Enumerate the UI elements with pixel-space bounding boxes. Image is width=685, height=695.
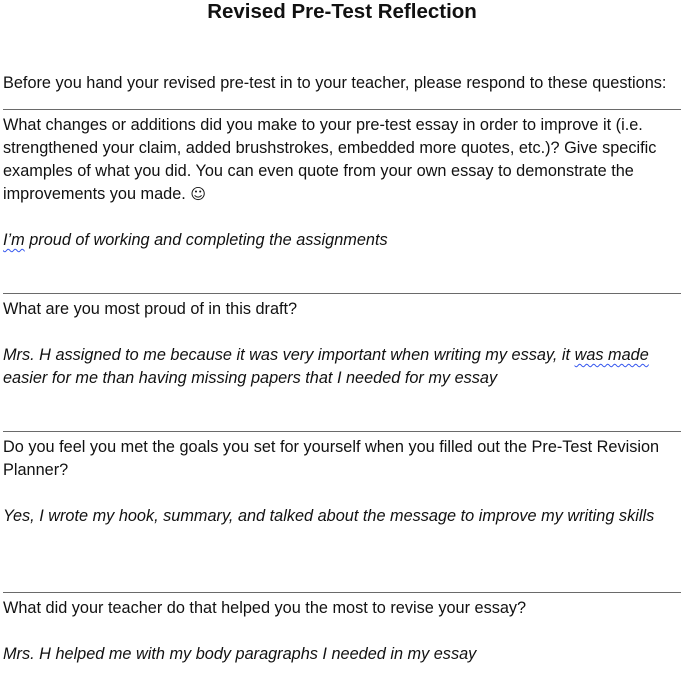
spellcheck-flag-1: I’m — [3, 231, 25, 249]
answer-3[interactable]: Yes, I wrote my hook, summary, and talked about the message to improve my writing skills — [3, 507, 655, 525]
question-4: What did your teacher do that helped you the most to revise your essay? — [3, 599, 527, 617]
intro-text: Before you hand your revised pre-test in to your teacher, please respond to these questions: — [3, 74, 667, 92]
question-2: What are you most proud of in this draft? — [3, 300, 298, 318]
answer-2[interactable] — [3, 344, 681, 390]
reflection-section-4 — [3, 592, 681, 666]
reflection-section-2 — [3, 293, 681, 431]
smiley-icon: ☺ — [190, 185, 206, 203]
reflection-section-1 — [3, 109, 681, 293]
question-3: Do you feel you met the goals you set for yourself when you filled out the Pre-Test Revision Planner? — [3, 438, 660, 479]
reflection-section-3 — [3, 431, 681, 592]
question-1-text: What changes or additions did you make to your pre-test essay in order to improve it (i.e. strengthened your claim, added brushstrokes, embedded more quotes, etc.)? Give specific examples of what you did. You can even quote from your own essay to demonstrate the improvements you made. — [3, 116, 657, 203]
spellcheck-flag-2: was made — [574, 346, 649, 364]
answer-1[interactable] — [3, 229, 681, 252]
answer-2-text-b: easier for me than having missing papers that I needed for my essay — [3, 369, 498, 387]
answer-4[interactable]: Mrs. H helped me with my body paragraphs I needed in my essay — [3, 645, 477, 663]
question-1 — [3, 110, 681, 206]
document-title: Revised Pre-Test Reflection — [207, 0, 477, 23]
answer-1-text: proud of working and completing the assignments — [24, 231, 388, 249]
answer-2-text-a: Mrs. H assigned to me because it was very important when writing my essay, it — [3, 346, 575, 364]
